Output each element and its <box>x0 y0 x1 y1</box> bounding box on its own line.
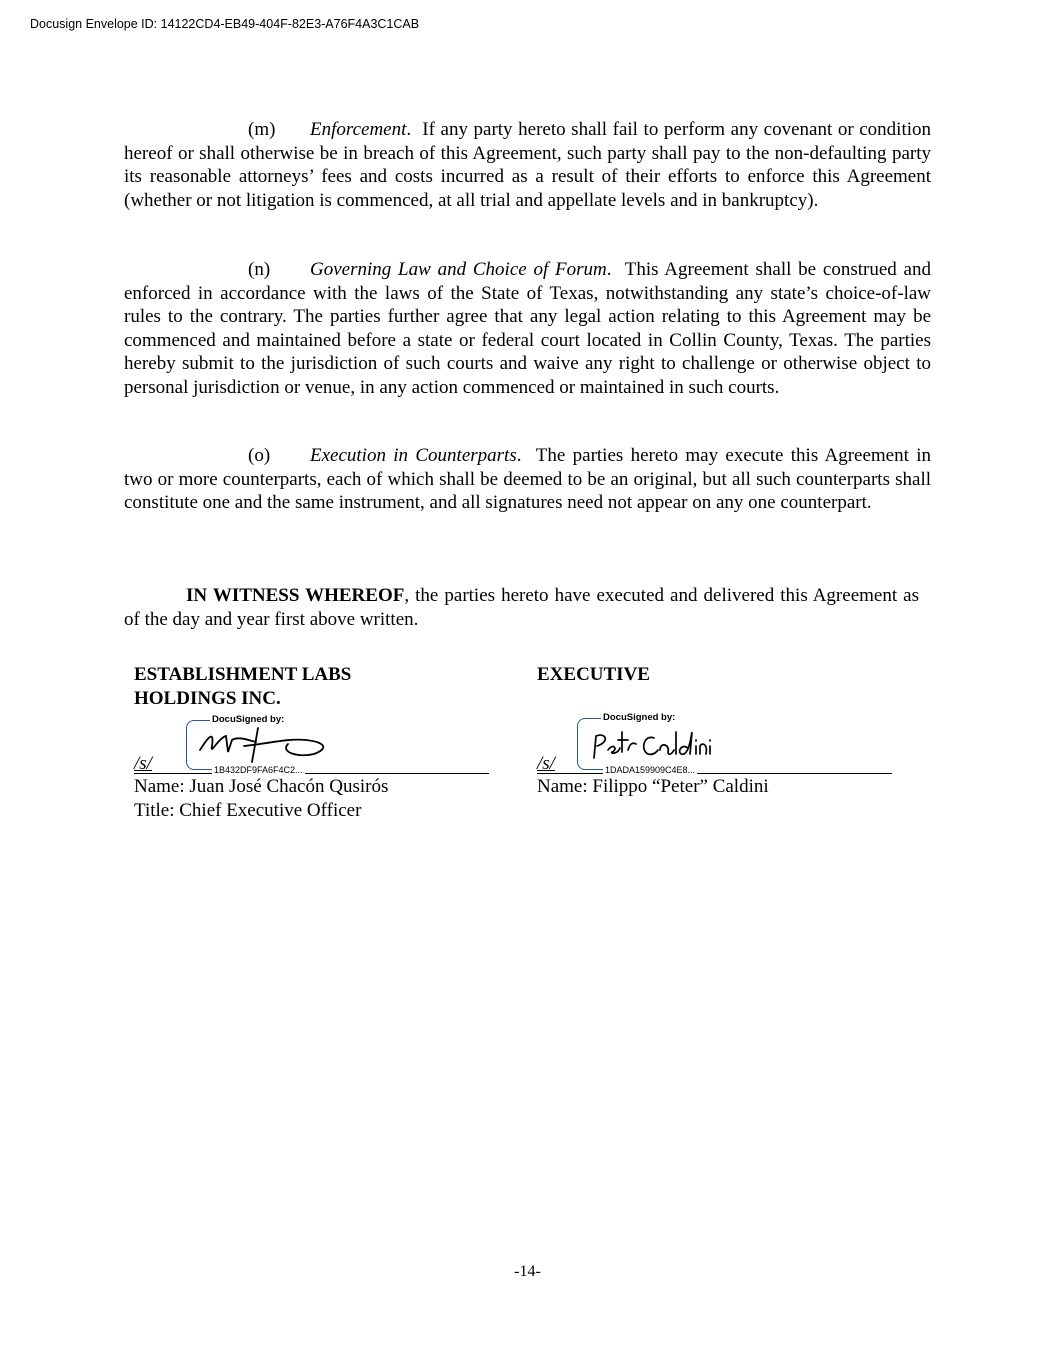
company-heading-line2: HOLDINGS INC. <box>134 688 281 709</box>
company-docusigned-label: DocuSigned by: <box>212 714 285 725</box>
section-o-text: The parties hereto may execute this Agreement in two or more counterparts, each of which shall be deemed to be an original, but all such counterparts shall constitute one and the same instrument, and all signatures need not appear on any one counterpart. <box>124 445 931 514</box>
section-n: (n) Governing Law and Choice of Forum. This Agreement shall be construed and enforced in accordance with the laws of the State of Texas, notwithstanding any state’s choice-of-law rules to the contrary. The parties further agree that any legal action relating to this Agreement may be commenced and maintained before a state or federal court located in Collin County, Texas. The parties hereby submit to the jurisdiction of such courts and waive any right to challenge or otherwise object to personal jurisdiction or venue, in any action commenced or maintained in such courts. <box>124 259 931 398</box>
docusign-envelope-id: Docusign Envelope ID: 14122CD4-EB49-404F-82E3-A76F4A3C1CAB <box>30 17 420 31</box>
section-n-label: (n) <box>248 259 271 280</box>
executive-s-mark: /s/ <box>537 753 555 774</box>
section-m-label: (m) <box>248 119 276 140</box>
section-n-text: This Agreement shall be construed and enforced in accordance with the laws of the State of Texas, notwithstanding any state’s choice-of-law rules to the contrary. The parties further agree that any legal action relating to this Agreement may be commenced and maintained before a state or federal court located in Collin County, Texas. The parties hereby submit to the jurisdiction of such courts and waive any right to challenge or otherwise object to personal jurisdiction or venue, in any action commenced or maintained in such courts. <box>124 259 931 398</box>
section-o-heading: Execution in Counterparts <box>310 445 517 466</box>
section-m-heading: Enforcement <box>310 119 407 140</box>
section-o: (o) Execution in Counterparts. The parties hereto may execute this Agreement in two or more counterparts, each of which shall be deemed to be an original, but all such counterparts shall constitute one and the same instrument, and all signatures need not appear on any one counterpart. <box>124 445 931 514</box>
witness-text: , the parties hereto have executed and delivered this Agreement as of the day and year first above written. <box>124 585 919 630</box>
company-heading-line1: ESTABLISHMENT LABS <box>134 664 352 685</box>
company-signer-name: Name: Juan José Chacón Qusirós <box>134 776 389 797</box>
executive-signature-id: 1DADA159909C4E8... <box>605 765 696 775</box>
company-signature-line <box>134 773 489 774</box>
executive-heading: EXECUTIVE <box>537 664 650 685</box>
section-o-label: (o) <box>248 445 271 466</box>
section-n-heading: Governing Law and Choice of Forum <box>310 259 607 280</box>
company-heading <box>134 663 351 711</box>
company-signature-id: 1B432DF9FA6F4C2... <box>214 765 303 775</box>
company-signer-title: Title: Chief Executive Officer <box>134 800 362 821</box>
executive-signature-line <box>537 773 892 774</box>
section-m: (m) Enforcement. If any party hereto shall fail to perform any covenant or condition hereof or shall otherwise be in breach of this Agreement, such party shall pay to the non-defaulting party its reasonable attorneys’ fees and costs incurred as a result of their efforts to enforce this Agreement (whether or not litigation is commenced, at all trial and appellate levels and in bankruptcy). <box>124 119 931 211</box>
page-number: -14- <box>514 1263 541 1280</box>
executive-signature-image <box>588 728 718 764</box>
witness-bold: IN WITNESS WHEREOF <box>186 585 405 606</box>
witness-clause <box>124 584 919 631</box>
company-signature-image <box>196 726 336 766</box>
executive-signer-name: Name: Filippo “Peter” Caldini <box>537 776 769 797</box>
executive-docusigned-label: DocuSigned by: <box>603 712 676 723</box>
company-s-mark: /s/ <box>134 753 152 774</box>
section-m-text: If any party hereto shall fail to perform any covenant or condition hereof or shall otherwise be in breach of this Agreement, such party shall pay to the non-defaulting party its reasonable attorneys’ fees and costs incurred as a result of their efforts to enforce this Agreement (whether or not litigation is commenced, at all trial and appellate levels and in bankruptcy). <box>124 119 931 211</box>
